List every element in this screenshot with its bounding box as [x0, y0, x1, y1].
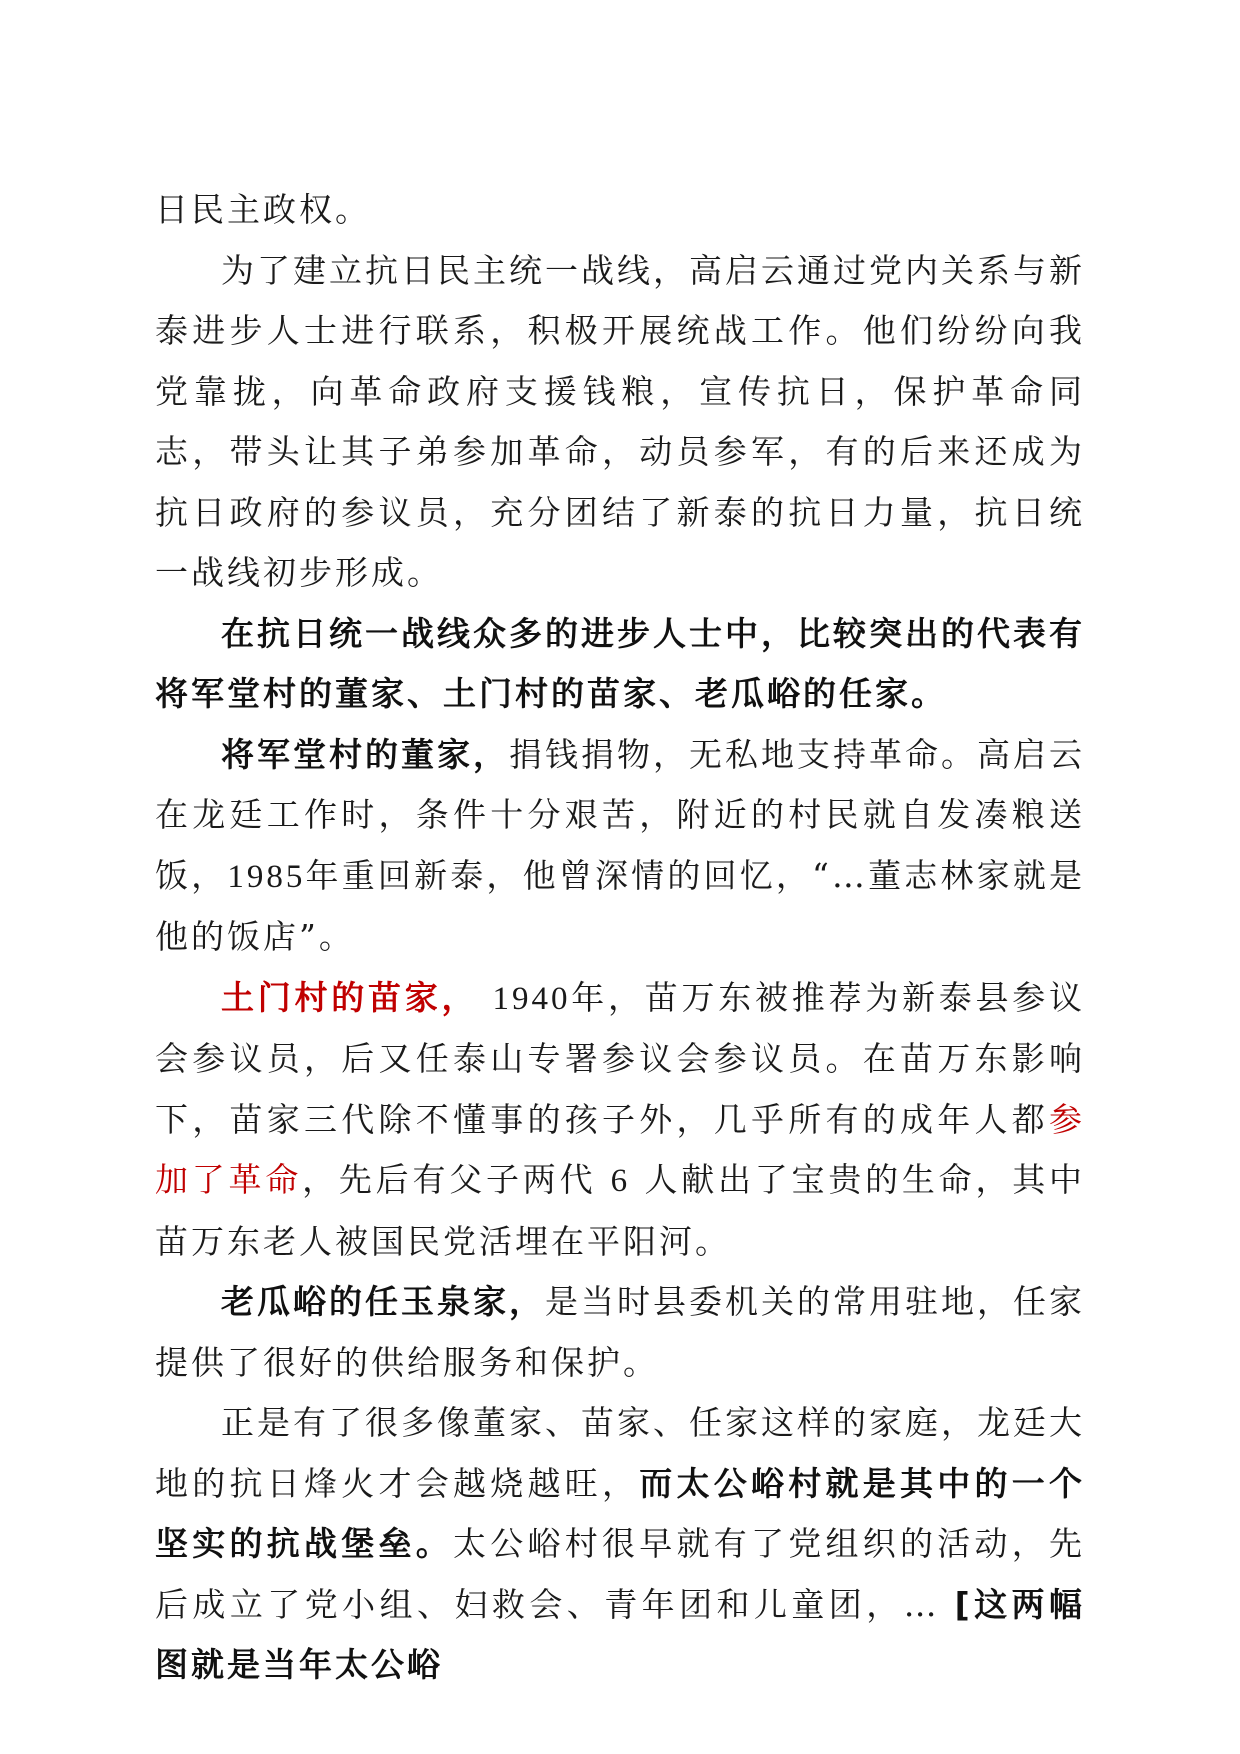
paragraph-4-year: 1985	[227, 858, 306, 895]
document-body	[155, 180, 1085, 1696]
paragraph-2-text: 为了建立抗日民主统一战线，高启云通过党内关系与新泰进步人士进行联系，积极开展统战工作。他们纷纷向我党靠拢，向革命政府支援钱粮，宣传抗日，保护革命同志，带头让其子弟参加革命，动员参军，有的后来还成为抗日政府的参议员，充分团结了新泰的抗日力量，抗日统一战线初步形成。	[155, 250, 1085, 592]
paragraph-1-text: 日民主政权。	[155, 190, 371, 229]
paragraph-7-bold-b: [这两幅图就是当年太公峪	[155, 1584, 1085, 1684]
paragraph-7-text-a: 正是有了很多像董家、苗家、任家这样的家庭，龙廷大地的抗日烽火才会越烧越旺，	[155, 1403, 1085, 1503]
paragraph-5-text-b: ，先后有父子两代	[302, 1160, 597, 1199]
paragraph-6	[155, 1272, 1085, 1393]
paragraph-5-text-c: 人献出了宝贵的生命，其中苗万东老人被国民党活埋在平阳河。	[155, 1160, 1086, 1261]
paragraph-6-bold-lead: 老瓜峪的任玉泉家，	[221, 1282, 545, 1321]
paragraph-1	[155, 180, 1085, 241]
paragraph-5-red-text: 参加了革命	[155, 1099, 1085, 1199]
paragraph-5	[155, 968, 1085, 1273]
paragraph-5-year: 1940	[492, 980, 571, 1017]
paragraph-4-bold-lead: 将军堂村的董家，	[221, 734, 509, 774]
paragraph-3	[155, 604, 1085, 725]
paragraph-5-count: 6	[610, 1163, 631, 1199]
paragraph-2	[155, 241, 1085, 604]
paragraph-5-text-a: 年，苗万东被推荐为新泰县参议会参议员，后又任泰山专署参议会参议员。在苗万东影响下，苗家三代除不懂事的孩子外，几乎所有的成年人都	[155, 977, 1085, 1139]
paragraph-7-bold-a: 而太公峪村就是其中的一个坚实的抗战堡垒。	[155, 1463, 1085, 1563]
paragraph-4-text-b: 年重回新泰，他曾深情的回忆，“…董志林家就是他的饭店”。	[155, 855, 1085, 956]
paragraph-3-bold-text: 在抗日统一战线众多的进步人士中，比较突出的代表有将军堂村的董家、土门村的苗家、老瓜峪的任家。	[155, 613, 1085, 713]
paragraph-5-red-lead: 土门村的苗家，	[221, 977, 479, 1017]
paragraph-7-text-b: 太公峪村很早就有了党组织的活动，先后成立了党小组、妇救会、青年团和儿童团，…	[155, 1524, 1085, 1624]
paragraph-4-text-a: 捐钱捐物，无私地支持革命。高启云在龙廷工作时，条件十分艰苦，附近的村民就自发凑粮送饭，	[155, 734, 1085, 895]
paragraph-4	[155, 725, 1085, 968]
paragraph-6-text: 是当时县委机关的常用驻地，任家提供了很好的供给服务和保护。	[155, 1282, 1085, 1382]
paragraph-7	[155, 1393, 1085, 1696]
